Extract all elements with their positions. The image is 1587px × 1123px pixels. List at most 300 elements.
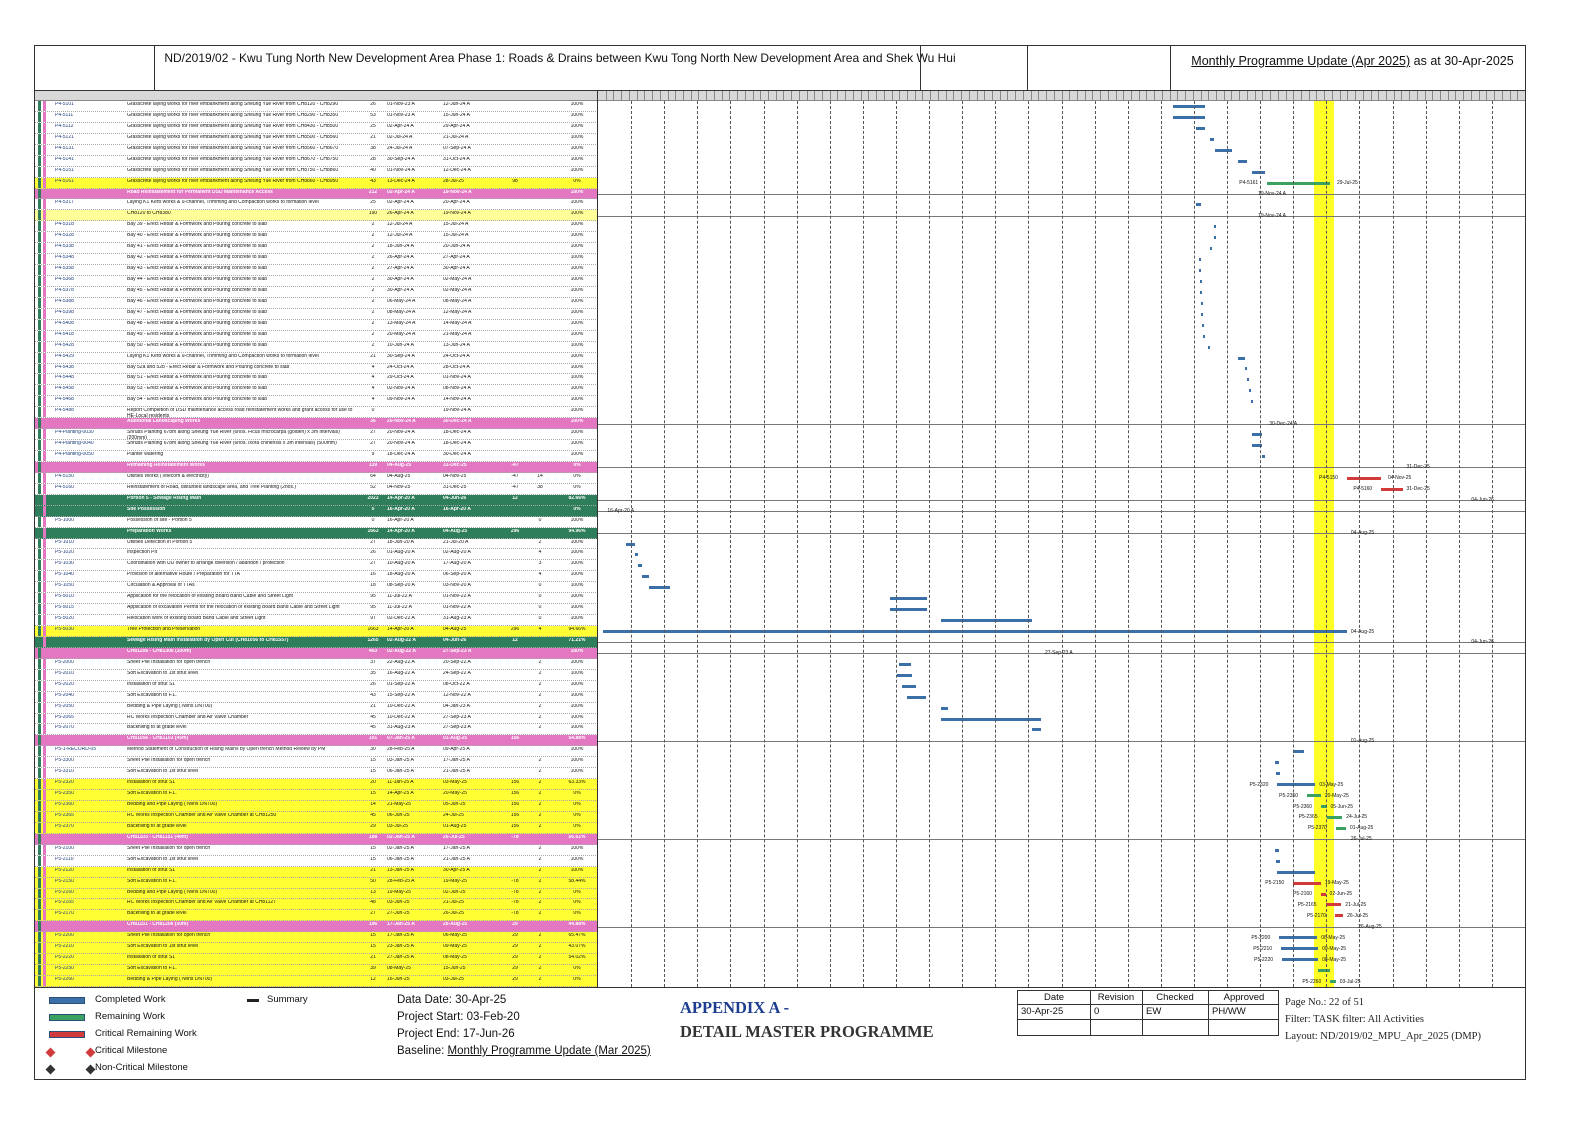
table-row[interactable] <box>35 396 598 407</box>
date-label: 29-Jul-25 <box>1336 180 1358 187</box>
timeline-tick <box>1116 91 1117 101</box>
cell-name: RC Works Inspection Chamber and Air Valve Chamber at CH81127 <box>127 900 276 906</box>
table-row[interactable] <box>35 834 598 845</box>
table-row[interactable] <box>35 943 598 954</box>
gantt-bar[interactable] <box>907 696 926 699</box>
wbs-band <box>38 757 41 767</box>
table-row[interactable] <box>35 418 598 429</box>
table-row[interactable] <box>35 681 598 692</box>
table-row[interactable] <box>35 790 598 801</box>
gantt-bar[interactable] <box>1326 903 1342 906</box>
table-row[interactable] <box>35 921 598 932</box>
cell-start: 02-Apr-24 A <box>387 123 414 129</box>
table-row[interactable] <box>35 309 598 320</box>
wbs-band <box>38 539 41 549</box>
table-row[interactable] <box>35 659 598 670</box>
cell-pct: 100% <box>570 102 584 107</box>
wbs-band <box>38 845 41 855</box>
cell-id: P4-5328 <box>55 233 74 239</box>
cell-name: CH81056 - CH81103 (45m) <box>127 736 189 742</box>
cell-dur: 45 <box>370 812 376 818</box>
table-row[interactable] <box>35 856 598 867</box>
table-row[interactable] <box>35 167 598 178</box>
table-row[interactable] <box>35 867 598 878</box>
gantt-bar[interactable] <box>1252 171 1266 174</box>
table-row[interactable] <box>35 560 598 571</box>
wbs-band <box>43 779 46 789</box>
bar-label: P5-2170 <box>1306 912 1326 919</box>
timeline-tick <box>1247 91 1248 101</box>
cell-finish: 28-Jul-25 <box>443 178 464 184</box>
wbs-band <box>43 320 46 330</box>
cell-pct: 100% <box>570 189 584 195</box>
table-row[interactable] <box>35 615 598 626</box>
gantt-bar[interactable] <box>638 564 642 567</box>
cell-fl: 2 <box>538 878 542 884</box>
table-row[interactable] <box>35 495 598 506</box>
gantt-bar[interactable] <box>1282 958 1318 961</box>
cell-name: Bay 43 - Erect Rebar & Formwork and Pouring concrete to slab <box>127 266 268 272</box>
gantt-bar[interactable] <box>1321 893 1326 896</box>
table-row[interactable] <box>35 210 598 221</box>
wbs-band <box>43 353 46 363</box>
bar-label: P5-2150 <box>1265 880 1285 887</box>
table-row[interactable] <box>35 571 598 582</box>
wbs-band <box>38 582 41 592</box>
table-row[interactable] <box>35 648 598 659</box>
gantt-bar[interactable] <box>1214 225 1216 228</box>
cell-name: Application for the relocation of existing Board Band Cable and Street Light <box>127 594 293 600</box>
cell-tf: 156 <box>510 780 520 786</box>
table-row[interactable] <box>35 528 598 539</box>
cell-finish: 04-Aug-25 <box>443 627 467 633</box>
cell-pct: 100% <box>570 692 584 698</box>
timeline-tick <box>1510 91 1511 101</box>
date-label: 03-Jul-25 <box>1339 978 1361 985</box>
cell-pct: 100% <box>570 867 584 873</box>
table-row[interactable] <box>35 724 598 735</box>
cell-name: Additional Landscaping Works <box>127 419 201 425</box>
gantt-bar[interactable] <box>1279 936 1317 939</box>
table-row[interactable] <box>35 232 598 243</box>
gantt-bar[interactable] <box>1293 750 1304 753</box>
table-row[interactable] <box>35 976 598 987</box>
table-row[interactable] <box>35 189 598 200</box>
table-row[interactable] <box>35 484 598 495</box>
cell-pct: 100% <box>570 342 584 348</box>
gantt-bar[interactable] <box>1336 827 1346 830</box>
cell-name: Sheet Pile Installation for open trench <box>127 933 211 939</box>
cell-start: 30-Sep-24 A <box>387 156 415 162</box>
table-row[interactable] <box>35 353 598 364</box>
table-row[interactable] <box>35 473 598 484</box>
table-row[interactable] <box>35 451 598 462</box>
table-row[interactable] <box>35 298 598 309</box>
timeline-tick <box>660 91 661 101</box>
grid-line <box>1095 101 1096 987</box>
gantt-bar[interactable] <box>1200 291 1202 294</box>
gantt-bar[interactable] <box>1238 160 1247 163</box>
timeline-tick <box>1023 91 1024 101</box>
wbs-band <box>43 867 46 877</box>
table-row[interactable] <box>35 331 598 342</box>
cell-finish: 05-Jun-25 <box>443 802 466 808</box>
table-row[interactable] <box>35 440 598 451</box>
cell-dur: 27 <box>370 561 376 567</box>
gantt-bar[interactable] <box>649 586 670 589</box>
cell-pct: 0% <box>573 823 581 829</box>
gantt-bar[interactable] <box>1275 849 1280 852</box>
gantt-bar[interactable] <box>1245 367 1247 370</box>
table-row[interactable] <box>35 276 598 287</box>
table-row[interactable] <box>35 101 598 112</box>
table-row[interactable] <box>35 670 598 681</box>
gantt-bar[interactable] <box>1196 203 1201 206</box>
cell-name: Road Reinstatement for Permanent DSD Maintenance Access <box>127 189 273 195</box>
gantt-bar[interactable] <box>603 630 1347 633</box>
gantt-bar[interactable] <box>1215 149 1232 152</box>
table-row[interactable] <box>35 637 598 648</box>
cell-fl: 2 <box>538 539 542 545</box>
cell-finish: 01-Aug-25 <box>443 736 468 742</box>
gantt-bar[interactable] <box>1199 269 1201 272</box>
cell-id: P5-2260 <box>55 977 74 983</box>
wbs-band <box>43 287 46 297</box>
cell-finish: 09-May-25 <box>443 944 467 950</box>
gantt-bar[interactable] <box>1202 324 1204 327</box>
cell-tf: 29 <box>512 933 518 939</box>
gantt-bar[interactable] <box>941 718 1041 721</box>
table-row[interactable] <box>35 954 598 965</box>
cell-tf: 156 <box>510 791 520 797</box>
cell-dur: 139 <box>368 462 378 468</box>
grid-line <box>1062 101 1063 987</box>
gantt-bar[interactable] <box>941 619 1032 622</box>
table-row[interactable] <box>35 407 598 418</box>
table-row[interactable] <box>35 812 598 823</box>
gantt-bar[interactable] <box>1347 477 1381 480</box>
grid-line <box>1393 101 1394 987</box>
table-row[interactable] <box>35 845 598 856</box>
programme-sheet <box>34 45 1526 1080</box>
cell-pct: 100% <box>570 517 584 523</box>
gantt-bar[interactable] <box>1276 860 1281 863</box>
cell-pct: 100% <box>570 222 584 228</box>
table-row[interactable] <box>35 593 598 604</box>
gantt-bar[interactable] <box>1208 346 1210 349</box>
gantt-bar[interactable] <box>1307 794 1321 797</box>
timeline-tick <box>1062 91 1063 101</box>
cell-finish: 02-Jun-25 <box>443 889 466 895</box>
table-row[interactable] <box>35 714 598 725</box>
cell-fl: 0 <box>538 517 542 523</box>
cell-pct: 0% <box>573 977 581 983</box>
gantt-bar[interactable] <box>1262 455 1266 458</box>
timeline-tick <box>1486 91 1487 101</box>
wbs-band <box>38 560 41 570</box>
cell-fl: 2 <box>538 845 542 851</box>
timeline-tick <box>714 91 715 101</box>
cell-dur: 2 <box>371 244 375 250</box>
table-row[interactable] <box>35 746 598 757</box>
table-row[interactable] <box>35 462 598 473</box>
cell-start: 16-Jun-25 <box>387 977 410 983</box>
timeline-tick <box>1100 91 1101 101</box>
cell-pct: 100% <box>570 616 584 622</box>
wbs-band <box>43 670 46 680</box>
table-row[interactable] <box>35 156 598 167</box>
gantt-bar[interactable] <box>1201 302 1203 305</box>
table-row[interactable] <box>35 134 598 145</box>
gantt-bar[interactable] <box>1214 236 1216 239</box>
gantt-bar[interactable] <box>1238 357 1245 360</box>
wbs-band <box>38 692 41 702</box>
timeline-tick <box>1177 91 1178 101</box>
cell-dur: 191 <box>368 736 378 742</box>
cell-tf: 156 <box>510 812 520 818</box>
timeline-tick <box>1208 91 1209 101</box>
table-row[interactable] <box>35 539 598 550</box>
cell-start: 26-Apr-24 A <box>387 255 414 261</box>
wbs-band <box>38 342 41 352</box>
revision-row-divider <box>1018 1004 1278 1005</box>
table-row[interactable] <box>35 910 598 921</box>
rev-value-date: 30-Apr-25 <box>1021 1006 1064 1017</box>
timeline-tick <box>1494 91 1495 101</box>
legend-remaining-swatch <box>49 1014 85 1021</box>
gantt-bar[interactable] <box>1196 127 1205 130</box>
gantt-bar[interactable] <box>1293 882 1321 885</box>
gantt-bar[interactable] <box>1277 871 1314 874</box>
table-row[interactable] <box>35 768 598 779</box>
page-info <box>1285 994 1481 1045</box>
cell-start: 06-Jun-25 <box>387 812 410 818</box>
cell-fl: 4 <box>538 627 542 633</box>
gantt-bar[interactable] <box>1275 761 1280 764</box>
gantt-bar[interactable] <box>1267 182 1330 185</box>
timeline-tick <box>1425 91 1426 101</box>
gantt-bar[interactable] <box>1335 914 1343 917</box>
table-row[interactable] <box>35 506 598 517</box>
cell-fl: 2 <box>538 966 542 972</box>
cell-pct: 0% <box>573 484 581 490</box>
table-row[interactable] <box>35 178 598 189</box>
wbs-band <box>38 199 41 209</box>
table-row[interactable] <box>35 932 598 943</box>
timeline-tick <box>1417 91 1418 101</box>
table-row[interactable] <box>35 582 598 593</box>
cell-finish: 16-Apr-20 A <box>443 506 471 512</box>
table-row[interactable] <box>35 549 598 560</box>
cell-dur: 2 <box>371 298 375 304</box>
timeline-tick <box>1131 91 1132 101</box>
cell-start: 18-Jun-20 A <box>387 539 414 545</box>
gantt-bar[interactable] <box>1249 389 1251 392</box>
table-row[interactable] <box>35 692 598 703</box>
cell-start: 02-Jan-25 A <box>387 834 415 840</box>
grid-line <box>962 101 963 987</box>
legend-critical-milestone: Critical Milestone <box>95 1045 168 1056</box>
timeline-tick <box>1108 91 1109 101</box>
cell-fl: 2 <box>538 659 542 665</box>
cell-pct: 0% <box>573 506 581 512</box>
cell-fl: 2 <box>538 758 542 764</box>
cell-finish: 20-Jun-24 A <box>443 244 470 250</box>
table-row[interactable] <box>35 735 598 746</box>
table-row[interactable] <box>35 374 598 385</box>
gantt-bar[interactable] <box>1276 772 1281 775</box>
wbs-band <box>38 385 41 395</box>
cell-fl: 2 <box>538 780 542 786</box>
date-label: 09-May-25 <box>1322 945 1347 952</box>
cell-id: P5-1010 <box>55 539 74 545</box>
timeline-tick <box>1502 91 1503 101</box>
table-row[interactable] <box>35 199 598 210</box>
gantt-bar[interactable] <box>1032 728 1041 731</box>
cell-dur: 35 <box>370 670 376 676</box>
wbs-band <box>43 965 46 975</box>
table-row[interactable] <box>35 779 598 790</box>
gantt-bar[interactable] <box>1281 947 1318 950</box>
table-row[interactable] <box>35 364 598 375</box>
table-row[interactable] <box>35 265 598 276</box>
cell-name: Provision of alternative Route / Preparation for TTA <box>127 572 240 578</box>
cell-finish: 26-Jul-25 <box>443 834 465 840</box>
table-row[interactable] <box>35 385 598 396</box>
bar-label: P5-2165 <box>1297 901 1317 908</box>
wbs-band <box>43 145 46 155</box>
timeline-tick <box>652 91 653 101</box>
table-row[interactable] <box>35 899 598 910</box>
cell-id: P5-2110 <box>55 856 74 862</box>
update-link[interactable]: Monthly Programme Update (Apr 2025) <box>1191 54 1411 68</box>
cell-name: Method Statement of Construction of Rising Mains by Open trench Method Review by PM <box>127 747 326 753</box>
gantt-bar[interactable] <box>1251 400 1253 403</box>
timeline-tick <box>1085 91 1086 101</box>
gantt-bar[interactable] <box>1203 335 1205 338</box>
timeline-tick <box>613 91 614 101</box>
wbs-band <box>43 484 46 494</box>
gantt-bar[interactable] <box>1199 258 1201 261</box>
cell-finish: 06-Sep-20 A <box>443 572 471 578</box>
wbs-band <box>43 746 46 756</box>
table-row[interactable] <box>35 112 598 123</box>
cell-start: 04-Aug-25 <box>387 462 412 468</box>
gantt-bar[interactable] <box>941 707 948 710</box>
table-row[interactable] <box>35 429 598 440</box>
timeline-tick <box>1378 91 1379 101</box>
table-row[interactable] <box>35 517 598 528</box>
wbs-band <box>43 298 46 308</box>
cell-finish: 21-Jul-24 A <box>443 134 469 140</box>
gantt-bar[interactable] <box>1277 783 1315 786</box>
table-row[interactable] <box>35 703 598 714</box>
cell-dur: 21 <box>370 955 376 961</box>
table-row[interactable] <box>35 626 598 637</box>
cell-finish: 17-Jan-25 A <box>443 845 470 851</box>
cell-pct: 100% <box>570 167 584 173</box>
table-row[interactable] <box>35 604 598 615</box>
gantt-bar[interactable] <box>1318 969 1330 972</box>
table-row[interactable] <box>35 243 598 254</box>
table-row[interactable] <box>35 342 598 353</box>
gantt-bar[interactable] <box>1200 280 1202 283</box>
table-row[interactable] <box>35 878 598 889</box>
timeline-tick <box>892 91 893 101</box>
cell-finish: 13-Jun-24 A <box>443 342 470 348</box>
cell-dur: 212 <box>368 189 378 195</box>
cell-fl: 3 <box>538 561 542 567</box>
gantt-bar[interactable] <box>642 575 649 578</box>
gantt-bar[interactable] <box>1330 980 1336 983</box>
cell-id: P5-2365 <box>55 812 74 818</box>
gantt-bar[interactable] <box>635 553 638 556</box>
table-row[interactable] <box>35 889 598 900</box>
timeline-tick <box>745 91 746 101</box>
table-row[interactable] <box>35 965 598 976</box>
cell-pct: 100% <box>570 550 584 556</box>
table-row[interactable] <box>35 757 598 768</box>
wbs-band <box>38 528 41 538</box>
cell-name: Sheet Pile Installation for open trench <box>127 845 211 851</box>
date-label: 19-Nov-24 A <box>1258 190 1286 197</box>
wbs-band <box>38 309 41 319</box>
cell-dur: 20 <box>370 780 376 786</box>
gantt-bar[interactable] <box>1210 138 1215 141</box>
bar-label: P5-2365 <box>1298 814 1318 821</box>
table-row[interactable] <box>35 801 598 812</box>
gantt-bar[interactable] <box>1210 247 1212 250</box>
gantt-bar[interactable] <box>1247 378 1249 381</box>
cell-start: 14-Apr-20 A <box>387 627 414 633</box>
cell-pct: 100% <box>570 419 584 425</box>
appendix-line2: DETAIL MASTER PROGRAMME <box>680 1022 934 1041</box>
gantt-bar[interactable] <box>897 674 912 677</box>
gantt-bar[interactable] <box>1173 105 1205 108</box>
table-row[interactable] <box>35 221 598 232</box>
cell-name: Circulation & Approval of TTAs <box>127 583 195 589</box>
layout-info: Layout: ND/2019/02_MPU_Apr_2025 (DMP) <box>1285 1031 1481 1042</box>
cell-dur: 1265 <box>367 637 379 643</box>
table-row[interactable] <box>35 123 598 134</box>
table-row[interactable] <box>35 823 598 834</box>
gantt-bar[interactable] <box>1327 816 1343 819</box>
cell-start: 02-Aug-22 A <box>387 637 416 643</box>
wbs-band <box>43 539 46 549</box>
table-row[interactable] <box>35 145 598 156</box>
table-row[interactable] <box>35 287 598 298</box>
timeline-tick <box>1038 91 1039 101</box>
cell-dur: 45 <box>370 725 376 731</box>
table-row[interactable] <box>35 320 598 331</box>
cell-id: P4-5150 <box>55 473 74 479</box>
cell-dur: 4 <box>371 397 375 403</box>
gantt-bar[interactable] <box>1201 313 1203 316</box>
cell-pct: 94.66% <box>568 627 586 633</box>
date-label: 20-May-25 <box>1324 792 1349 799</box>
table-row[interactable] <box>35 254 598 265</box>
legend-noncritical-milestone: Non-Critical Milestone <box>95 1062 188 1073</box>
cell-dur: 36 <box>370 419 376 425</box>
gantt-bar[interactable] <box>1173 116 1205 119</box>
cell-finish: 01-Nov-22 A <box>443 605 471 611</box>
timeline-tick <box>1278 91 1279 101</box>
gantt-bar[interactable] <box>902 685 916 688</box>
gantt-bar[interactable] <box>899 663 911 666</box>
cell-name: Tree Protection and Preservation <box>127 627 201 633</box>
cell-start: 10-Aug-20 A <box>387 561 415 567</box>
cell-pct: 0% <box>573 966 581 972</box>
